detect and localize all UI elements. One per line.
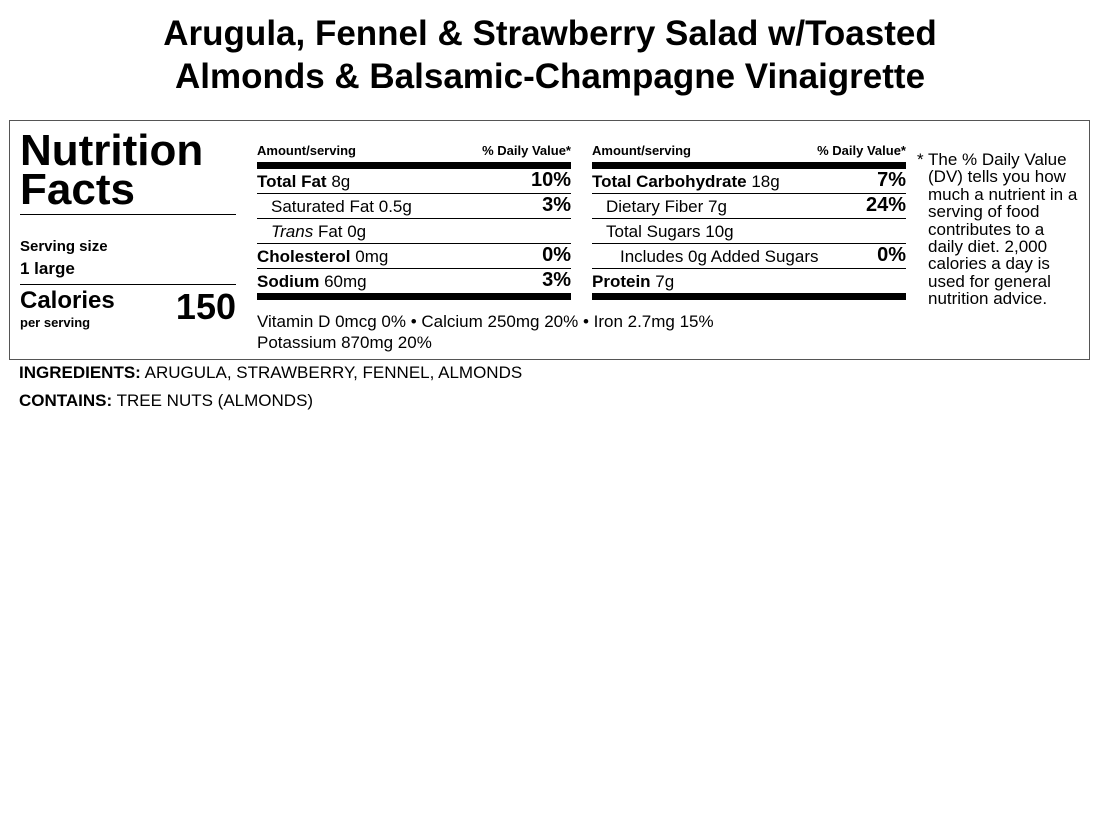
allergen-line [19,391,313,411]
vitamins-minerals [257,311,714,353]
nutrient-row-total-carbohydrate [592,169,906,194]
divider [20,214,236,215]
nutrient-name: Dietary Fiber [606,197,704,216]
nutrition-facts-panel [9,120,1090,360]
calories-sub: per serving [20,315,91,330]
nutrient-amount: 8g [331,172,351,191]
nutrient-dv: 0% [877,244,906,266]
dv-header: % Daily Value* [482,143,571,158]
nutrient-name: Includes 0g Added Sugars [620,247,819,266]
calories-label: Calories [20,287,115,314]
amount-header: Amount/serving [592,143,691,158]
column-header [592,141,906,162]
nutrient-amount: 7g [708,197,727,216]
nutrient-dv: 3% [542,269,571,291]
divider [20,284,236,285]
ingredients-line [19,363,522,383]
nutrient-row-saturated-fat [257,194,571,219]
footnote-star: * [917,150,924,169]
nutrient-dv: 0% [542,244,571,266]
nutrient-amount: 10g [705,222,734,241]
recipe-title-line2: Almonds & Balsamic-Champagne Vinaigrette [174,57,926,96]
vitamins-line1: Vitamin D 0mcg 0% • Calcium 250mg 20% • Iron 2.7mg 15% [257,312,714,331]
amount-header: Amount/serving [257,143,356,158]
nutrient-name: Total Carbohydrate [592,172,747,191]
nutrient-dv: 24% [865,194,906,216]
nutrient-amount: Fat 0g [317,222,367,241]
nutrient-row-trans-fat [257,219,571,244]
nutrient-name: Sodium [257,272,320,291]
nutrient-row-total-sugars [592,219,906,244]
thick-rule [592,293,906,300]
nutrient-column-left [257,141,571,300]
serving-size-label: Serving size [20,238,108,255]
nutrient-name: Cholesterol [257,247,351,266]
daily-value-footnote: The % Daily Value (DV) tells you how much a nutrient in a serving of food contributes to a daily diet. 2,000 calories a day is used for general nutrition advice. [928,150,1078,309]
contains-label: CONTAINS: [19,391,113,410]
contains-value: TREE NUTS (ALMONDS) [116,391,314,410]
serving-size-value: 1 large [20,259,75,278]
nutrient-dv: 10% [530,169,571,191]
nutrient-amount: 18g [751,172,780,191]
thick-rule [257,162,571,169]
heading-line1: Nutrition [20,126,204,175]
vitamins-line2: Potassium 870mg 20% [257,333,432,352]
nutrient-row-protein [592,269,906,293]
nutrient-amount: 0.5g [378,197,412,216]
nutrient-name: Saturated Fat [271,197,375,216]
ingredients-label: INGREDIENTS: [19,363,141,382]
nutrient-row-sodium [257,269,571,293]
nutrient-dv: 7% [877,169,906,191]
nutrient-row-total-fat [257,169,571,194]
nutrient-row-cholesterol [257,244,571,269]
column-header [257,141,571,162]
nutrient-row-added-sugars [592,244,906,269]
ingredients-value: ARUGULA, STRAWBERRY, FENNEL, ALMONDS [144,363,523,382]
recipe-title-line1: Arugula, Fennel & Strawberry Salad w/Toasted [163,14,937,53]
nutrient-amount: 7g [655,272,675,291]
recipe-title [0,12,1100,98]
thick-rule [592,162,906,169]
heading-line2: Facts [20,165,135,214]
nutrient-amount: 0mg [355,247,389,266]
nutrient-dv: 3% [542,194,571,216]
dv-header: % Daily Value* [817,143,906,158]
nutrition-facts-heading [20,126,204,214]
nutrient-column-right [592,141,906,300]
nutrient-name: Total Fat [257,172,327,191]
nutrient-row-dietary-fiber [592,194,906,219]
nutrient-name: Trans [271,222,314,241]
nutrient-name: Total Sugars [606,222,701,241]
nutrient-amount: 60mg [324,272,367,291]
thick-rule [257,293,571,300]
calories-value: 150 [175,286,236,327]
nutrient-name: Protein [592,272,651,291]
